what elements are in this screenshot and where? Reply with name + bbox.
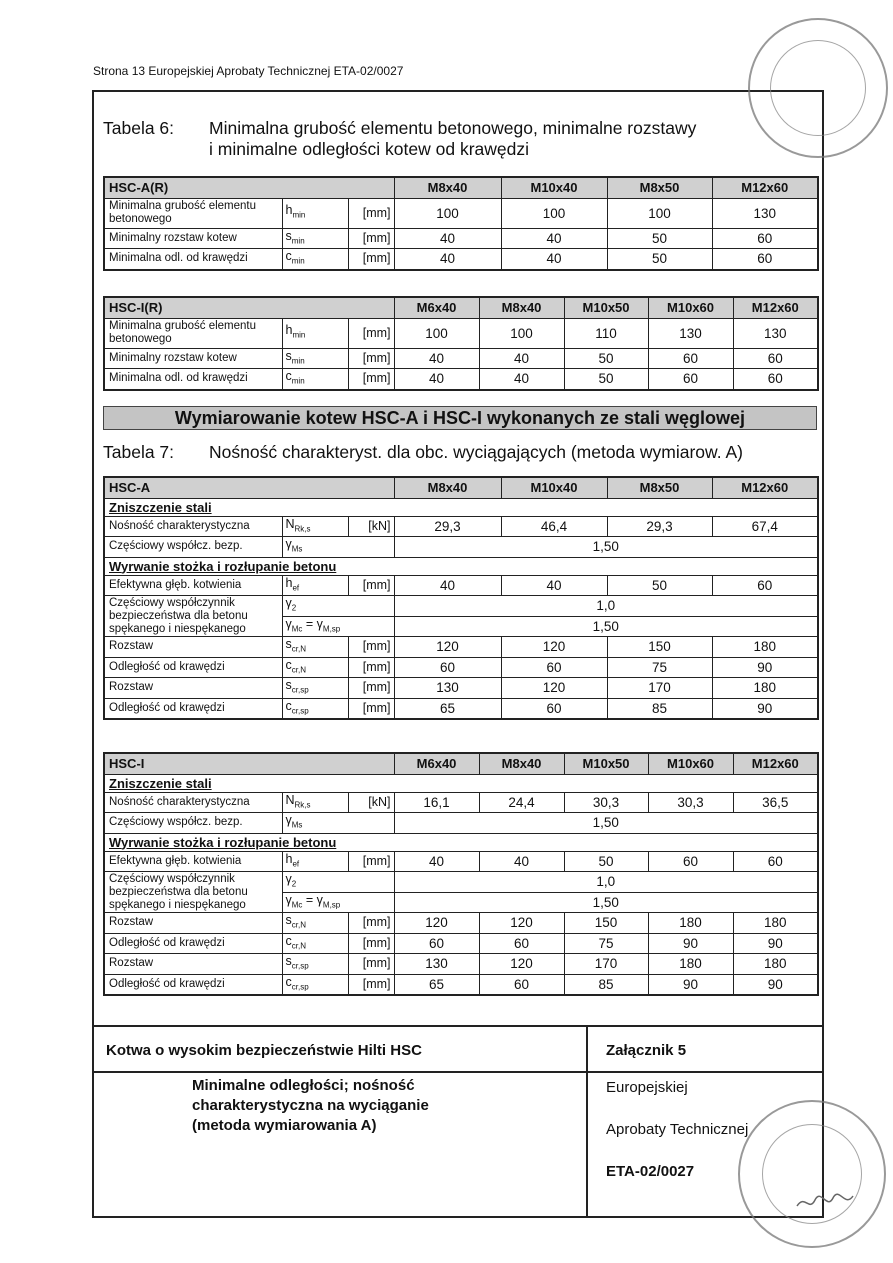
footer-desc-line: (metoda wymiarowania A) xyxy=(192,1117,377,1134)
row-label: Częściowy współcz. bezp. xyxy=(104,813,282,834)
cell-value: 90 xyxy=(712,657,818,678)
col-header: M10x50 xyxy=(564,297,648,318)
row-unit: [mm] xyxy=(348,933,394,954)
row-unit: [mm] xyxy=(348,698,394,719)
row-symbol: $h_{min}$ xyxy=(282,318,348,348)
cell-value: 40 xyxy=(501,575,607,596)
cell-value: 24,4 xyxy=(479,792,564,813)
row-unit: [mm] xyxy=(348,954,394,975)
cell-value: 120 xyxy=(501,678,607,699)
cell-value: 60 xyxy=(501,657,607,678)
cell-value: 1,50 xyxy=(394,616,818,637)
cell-value: 90 xyxy=(712,698,818,719)
cell-value: 90 xyxy=(733,974,818,995)
cell-value: 1,50 xyxy=(394,537,818,558)
cell-value: 180 xyxy=(733,954,818,975)
footer-eu-line: Europejskiej xyxy=(606,1079,688,1096)
cell-value: 120 xyxy=(501,637,607,658)
cell-value: 180 xyxy=(733,913,818,934)
cell-value: 60 xyxy=(648,851,733,872)
row-symbol: $\gamma_{Mc} = \gamma_{M,sp}$ xyxy=(282,616,394,637)
row-unit: [mm] xyxy=(348,637,394,658)
footer-annex: Załącznik 5 xyxy=(588,1025,824,1073)
table6-title-line2: i minimalne odległości kotew od krawędzi xyxy=(209,139,530,159)
cell-value: 60 xyxy=(733,851,818,872)
cell-value: 170 xyxy=(564,954,648,975)
row-label: Minimalna odl. od krawędzi xyxy=(104,249,282,270)
table7-hsc-a xyxy=(103,476,819,720)
cell-value: 85 xyxy=(607,698,712,719)
cell-value: 180 xyxy=(712,678,818,699)
section-heading: Zniszczenie stali xyxy=(104,774,818,792)
row-symbol: $\gamma_2$ xyxy=(282,872,394,893)
footer-eu-line: Aprobaty Technicznej xyxy=(606,1121,749,1138)
row-symbol: $\gamma_{Mc} = \gamma_{M,sp}$ xyxy=(282,892,394,913)
row-label: Odległość od krawędzi xyxy=(104,698,282,719)
col-header: M6x40 xyxy=(394,297,479,318)
row-label: Minimalna odl. od krawędzi xyxy=(104,369,282,390)
row-unit: [kN] xyxy=(348,516,394,537)
row-unit: [mm] xyxy=(348,249,394,270)
row-label: Rozstaw xyxy=(104,954,282,975)
row-label: Częściowy współczynnik bezpieczeństwa dla betonu spękanego i niespękanego xyxy=(104,872,282,913)
cell-value: 40 xyxy=(479,369,564,390)
section-heading: Wyrwanie stożka i rozłupanie betonu xyxy=(104,833,818,851)
row-symbol: $c_{cr,N}$ xyxy=(282,933,348,954)
cell-value: 1,0 xyxy=(394,596,818,617)
col-header: M6x40 xyxy=(394,753,479,774)
table-name: HSC-A xyxy=(104,477,394,498)
cell-value: 90 xyxy=(648,974,733,995)
cell-value: 65 xyxy=(394,974,479,995)
row-label: Minimalny rozstaw kotew xyxy=(104,228,282,249)
cell-value: 60 xyxy=(733,348,818,369)
table7-label: Tabela 7: xyxy=(103,442,175,462)
cell-value: 1,50 xyxy=(394,813,818,834)
row-symbol: $h_{ef}$ xyxy=(282,851,348,872)
cell-value: 50 xyxy=(607,249,712,270)
row-unit: [mm] xyxy=(348,575,394,596)
row-unit: [mm] xyxy=(348,851,394,872)
cell-value: 40 xyxy=(394,228,501,249)
cell-value: 60 xyxy=(479,933,564,954)
cell-value: 90 xyxy=(733,933,818,954)
cell-value: 90 xyxy=(648,933,733,954)
cell-value: 100 xyxy=(607,198,712,228)
row-unit: [mm] xyxy=(348,974,394,995)
cell-value: 180 xyxy=(712,637,818,658)
cell-value: 85 xyxy=(564,974,648,995)
cell-value: 75 xyxy=(607,657,712,678)
cell-value: 130 xyxy=(394,678,501,699)
cell-value: 180 xyxy=(648,913,733,934)
cell-value: 40 xyxy=(501,228,607,249)
cell-value: 40 xyxy=(394,369,479,390)
row-symbol: $\gamma_{Ms}$ xyxy=(282,813,394,834)
cell-value: 100 xyxy=(394,198,501,228)
footer-description xyxy=(92,1071,588,1218)
footer-product: Kotwa o wysokim bezpieczeństwie Hilti HSC xyxy=(92,1025,588,1073)
table6-title-line1: Minimalna grubość elementu betonowego, minimalne rozstawy xyxy=(209,118,697,138)
col-header: M10x60 xyxy=(648,753,733,774)
table-name: HSC-I(R) xyxy=(104,297,394,318)
row-symbol: $c_{min}$ xyxy=(282,369,348,390)
cell-value: 100 xyxy=(501,198,607,228)
row-unit: [mm] xyxy=(348,913,394,934)
section-banner: Wymiarowanie kotew HSC-A i HSC-I wykonanych ze stali węglowej xyxy=(103,406,817,430)
row-label: Efektywna głęb. kotwienia xyxy=(104,851,282,872)
cell-value: 120 xyxy=(394,637,501,658)
row-symbol: $s_{min}$ xyxy=(282,228,348,249)
cell-value: 50 xyxy=(564,348,648,369)
row-label: Nośność charakterystyczna xyxy=(104,516,282,537)
row-symbol: $h_{ef}$ xyxy=(282,575,348,596)
footer-desc-line: Minimalne odległości; nośność xyxy=(192,1077,415,1094)
row-symbol: $s_{cr,sp}$ xyxy=(282,954,348,975)
table7-hsc-i xyxy=(103,752,819,996)
row-symbol: $s_{cr,sp}$ xyxy=(282,678,348,699)
cell-value: 60 xyxy=(712,249,818,270)
cell-value: 50 xyxy=(607,228,712,249)
seal-stamp-top xyxy=(748,18,888,158)
row-label: Efektywna głęb. kotwienia xyxy=(104,575,282,596)
cell-value: 180 xyxy=(648,954,733,975)
row-unit: [mm] xyxy=(348,369,394,390)
seal-stamp-bottom xyxy=(738,1100,886,1248)
row-unit: [mm] xyxy=(348,678,394,699)
cell-value: 170 xyxy=(607,678,712,699)
row-symbol: $\gamma_2$ xyxy=(282,596,394,617)
cell-value: 60 xyxy=(648,348,733,369)
row-label: Odległość od krawędzi xyxy=(104,657,282,678)
row-symbol: $h_{min}$ xyxy=(282,198,348,228)
col-header: M8x50 xyxy=(607,177,712,198)
cell-value: 50 xyxy=(607,575,712,596)
cell-value: 29,3 xyxy=(607,516,712,537)
cell-value: 50 xyxy=(564,369,648,390)
cell-value: 60 xyxy=(394,657,501,678)
row-symbol: $\gamma_{Ms}$ xyxy=(282,537,394,558)
table-name: HSC-A(R) xyxy=(104,177,394,198)
cell-value: 130 xyxy=(712,198,818,228)
cell-value: 130 xyxy=(648,318,733,348)
col-header: M8x40 xyxy=(479,753,564,774)
row-label: Częściowy współcz. bezp. xyxy=(104,537,282,558)
col-header: M12x60 xyxy=(733,297,818,318)
footer-eta-number: ETA-02/0027 xyxy=(606,1163,695,1180)
row-unit: [mm] xyxy=(348,657,394,678)
table6-label: Tabela 6: xyxy=(103,118,175,138)
cell-value: 75 xyxy=(564,933,648,954)
col-header: M10x60 xyxy=(648,297,733,318)
section-heading: Zniszczenie stali xyxy=(104,498,818,516)
cell-value: 60 xyxy=(712,228,818,249)
cell-value: 130 xyxy=(733,318,818,348)
signature-mark xyxy=(795,1190,855,1214)
table7-title: Nośność charakteryst. dla obc. wyciągających (metoda wymiarow. A) xyxy=(209,442,743,462)
cell-value: 60 xyxy=(501,698,607,719)
table-name: HSC-I xyxy=(104,753,394,774)
row-symbol: $c_{min}$ xyxy=(282,249,348,270)
cell-value: 60 xyxy=(733,369,818,390)
row-symbol: $N_{Rk,s}$ xyxy=(282,792,348,813)
col-header: M12x60 xyxy=(712,477,818,498)
cell-value: 65 xyxy=(394,698,501,719)
row-label: Rozstaw xyxy=(104,678,282,699)
footer-desc-line: charakterystyczna na wyciąganie xyxy=(192,1097,429,1114)
row-label: Nośność charakterystyczna xyxy=(104,792,282,813)
row-label: Minimalna grubość elementu betonowego xyxy=(104,318,282,348)
cell-value: 120 xyxy=(479,954,564,975)
cell-value: 110 xyxy=(564,318,648,348)
cell-value: 130 xyxy=(394,954,479,975)
table-hsc-a-r xyxy=(103,176,819,271)
col-header: M10x50 xyxy=(564,753,648,774)
cell-value: 40 xyxy=(394,249,501,270)
section-heading: Wyrwanie stożka i rozłupanie betonu xyxy=(104,557,818,575)
cell-value: 40 xyxy=(479,348,564,369)
cell-value: 40 xyxy=(501,249,607,270)
cell-value: 60 xyxy=(648,369,733,390)
cell-value: 29,3 xyxy=(394,516,501,537)
cell-value: 120 xyxy=(394,913,479,934)
row-unit: [mm] xyxy=(348,318,394,348)
row-symbol: $c_{cr,N}$ xyxy=(282,657,348,678)
col-header: M8x40 xyxy=(394,477,501,498)
cell-value: 120 xyxy=(479,913,564,934)
row-symbol: $N_{Rk,s}$ xyxy=(282,516,348,537)
page-header: Strona 13 Europejskiej Aprobaty Technicznej ETA-02/0027 xyxy=(93,64,404,78)
cell-value: 30,3 xyxy=(564,792,648,813)
cell-value: 40 xyxy=(394,348,479,369)
cell-value: 40 xyxy=(394,575,501,596)
cell-value: 60 xyxy=(712,575,818,596)
cell-value: 60 xyxy=(479,974,564,995)
cell-value: 150 xyxy=(607,637,712,658)
row-symbol: $c_{cr,sp}$ xyxy=(282,698,348,719)
cell-value: 50 xyxy=(564,851,648,872)
table-hsc-i-r xyxy=(103,296,819,391)
col-header: M10x40 xyxy=(501,177,607,198)
col-header: M8x40 xyxy=(394,177,501,198)
cell-value: 40 xyxy=(394,851,479,872)
cell-value: 30,3 xyxy=(648,792,733,813)
cell-value: 1,0 xyxy=(394,872,818,893)
cell-value: 40 xyxy=(479,851,564,872)
row-unit: [mm] xyxy=(348,348,394,369)
row-symbol: $s_{cr,N}$ xyxy=(282,913,348,934)
row-label: Odległość od krawędzi xyxy=(104,933,282,954)
cell-value: 36,5 xyxy=(733,792,818,813)
cell-value: 1,50 xyxy=(394,892,818,913)
row-symbol: $s_{cr,N}$ xyxy=(282,637,348,658)
col-header: M10x40 xyxy=(501,477,607,498)
row-label: Rozstaw xyxy=(104,913,282,934)
row-label: Odległość od krawędzi xyxy=(104,974,282,995)
row-unit: [kN] xyxy=(348,792,394,813)
row-label: Minimalny rozstaw kotew xyxy=(104,348,282,369)
row-unit: [mm] xyxy=(348,228,394,249)
cell-value: 46,4 xyxy=(501,516,607,537)
col-header: M12x60 xyxy=(733,753,818,774)
col-header: M12x60 xyxy=(712,177,818,198)
cell-value: 100 xyxy=(394,318,479,348)
row-label: Rozstaw xyxy=(104,637,282,658)
row-label: Częściowy współczynnik bezpieczeństwa dla betonu spękanego i niespękanego xyxy=(104,596,282,637)
cell-value: 16,1 xyxy=(394,792,479,813)
row-symbol: $c_{cr,sp}$ xyxy=(282,974,348,995)
row-unit: [mm] xyxy=(348,198,394,228)
row-symbol: $s_{min}$ xyxy=(282,348,348,369)
cell-value: 60 xyxy=(394,933,479,954)
col-header: M8x40 xyxy=(479,297,564,318)
cell-value: 67,4 xyxy=(712,516,818,537)
col-header: M8x50 xyxy=(607,477,712,498)
row-label: Minimalna grubość elementu betonowego xyxy=(104,198,282,228)
cell-value: 100 xyxy=(479,318,564,348)
cell-value: 150 xyxy=(564,913,648,934)
